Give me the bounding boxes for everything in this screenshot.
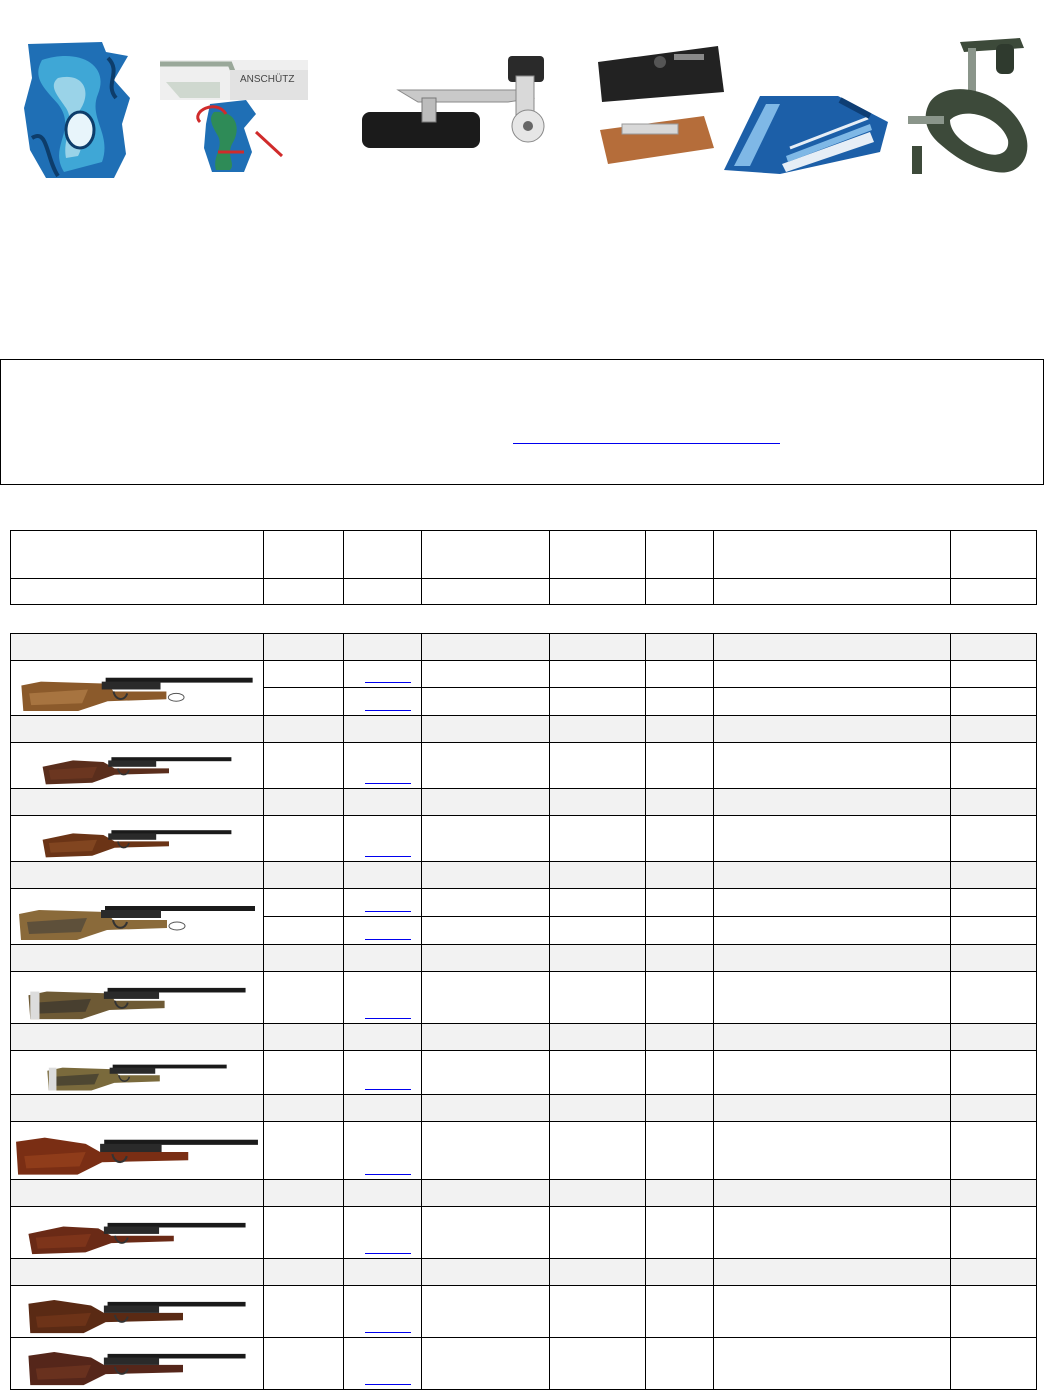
heading-cell (550, 1180, 646, 1207)
rifle-image-cell (11, 889, 264, 945)
model-heading (11, 716, 264, 743)
product-row (11, 972, 1037, 1024)
heading-cell (646, 716, 714, 743)
product-link[interactable] (365, 1077, 411, 1090)
heading-cell (951, 1095, 1037, 1122)
heading-cell (422, 1095, 550, 1122)
product-cell (714, 1122, 951, 1180)
catalog-table (10, 633, 1037, 1390)
header-cell (11, 531, 264, 579)
heading-cell (714, 1095, 951, 1122)
product-row (11, 1207, 1037, 1259)
heading-cell (422, 945, 550, 972)
product-cell (422, 743, 550, 789)
model-heading (11, 789, 264, 816)
product-cell (422, 1207, 550, 1259)
rifle-image-cell (11, 816, 264, 862)
product-cell (264, 661, 344, 688)
product-link-cell (344, 743, 422, 789)
header-cell (422, 531, 550, 579)
product-cell (422, 688, 550, 716)
product-cell (714, 1338, 951, 1390)
product-cell (714, 1051, 951, 1095)
product-link[interactable] (365, 1320, 411, 1333)
product-cell (550, 1207, 646, 1259)
heading-cell (951, 716, 1037, 743)
heading-cell (264, 1095, 344, 1122)
heading-cell (646, 1259, 714, 1286)
product-link-cell (344, 688, 422, 716)
heading-cell (550, 634, 646, 661)
product-cell (646, 1338, 714, 1390)
heading-cell (550, 1095, 646, 1122)
notice-link[interactable] (513, 432, 780, 444)
rifle-image-cell (11, 972, 264, 1024)
heading-cell (646, 1024, 714, 1051)
product-link-cell (344, 972, 422, 1024)
model-heading-row (11, 634, 1037, 661)
heading-cell (550, 1024, 646, 1051)
heading-cell (646, 862, 714, 889)
product-row (11, 816, 1037, 862)
product-cell (714, 972, 951, 1024)
heading-cell (951, 789, 1037, 816)
product-link[interactable] (365, 1006, 411, 1019)
summary-row (11, 579, 1037, 605)
heading-cell (714, 634, 951, 661)
summary-cell (951, 579, 1037, 605)
rifle-image-cell (11, 1207, 264, 1259)
product-cell (951, 743, 1037, 789)
heading-cell (344, 1180, 422, 1207)
heading-cell (951, 1024, 1037, 1051)
header-table (10, 530, 1037, 605)
heading-cell (344, 789, 422, 816)
product-cell (264, 1122, 344, 1180)
heading-cell (646, 1180, 714, 1207)
product-cell (422, 1286, 550, 1338)
model-heading (11, 1259, 264, 1286)
product-row (11, 1122, 1037, 1180)
product-cell (951, 1338, 1037, 1390)
heading-cell (344, 862, 422, 889)
product-cell (714, 1286, 951, 1338)
product-row (11, 661, 1037, 688)
rifle-image (14, 819, 260, 859)
rifle-image (14, 892, 260, 942)
product-cell (714, 661, 951, 688)
heading-cell (422, 1024, 550, 1051)
heading-cell (264, 634, 344, 661)
palm-rest-image (720, 92, 892, 176)
header-cell (550, 531, 646, 579)
model-heading-row (11, 945, 1037, 972)
product-cell (550, 1122, 646, 1180)
heading-cell (550, 789, 646, 816)
header-cell (714, 531, 951, 579)
product-cell (550, 972, 646, 1024)
product-cell (264, 688, 344, 716)
grip-adjustment-image (160, 52, 308, 176)
product-cell (422, 1051, 550, 1095)
product-link-cell (344, 1122, 422, 1180)
product-cell (714, 743, 951, 789)
heading-cell (550, 1259, 646, 1286)
heading-cell (422, 862, 550, 889)
heading-cell (646, 789, 714, 816)
heading-cell (646, 945, 714, 972)
heading-cell (422, 634, 550, 661)
rifle-image (14, 1054, 260, 1092)
rifle-image (14, 1210, 260, 1256)
product-cell (550, 688, 646, 716)
summary-cell (550, 579, 646, 605)
product-cell (550, 1338, 646, 1390)
header-cell (951, 531, 1037, 579)
heading-cell (264, 1024, 344, 1051)
product-cell (264, 1207, 344, 1259)
product-cell (646, 1122, 714, 1180)
product-link-cell (344, 661, 422, 688)
product-cell (951, 688, 1037, 716)
product-cell (714, 816, 951, 862)
product-row (11, 889, 1037, 917)
heading-cell (550, 945, 646, 972)
product-link[interactable] (365, 771, 411, 784)
product-cell (422, 816, 550, 862)
product-cell (264, 889, 344, 917)
product-link[interactable] (365, 1162, 411, 1175)
product-link-cell (344, 917, 422, 945)
product-link-cell (344, 889, 422, 917)
product-cell (264, 1338, 344, 1390)
model-heading (11, 1024, 264, 1051)
hook-butt-plate-image (900, 36, 1036, 178)
product-link-cell (344, 816, 422, 862)
header-cell (264, 531, 344, 579)
product-cell (951, 917, 1037, 945)
rifle-image-cell (11, 1051, 264, 1095)
rifle-image-cell (11, 661, 264, 716)
heading-cell (422, 1180, 550, 1207)
product-cell (951, 1051, 1037, 1095)
header-row (11, 531, 1037, 579)
heading-cell (422, 789, 550, 816)
product-row (11, 1286, 1037, 1338)
product-cell (264, 743, 344, 789)
product-cell (422, 661, 550, 688)
heading-cell (264, 789, 344, 816)
product-cell (646, 816, 714, 862)
heading-cell (951, 945, 1037, 972)
heading-cell (422, 1259, 550, 1286)
heading-cell (550, 716, 646, 743)
product-cell (951, 816, 1037, 862)
heading-cell (344, 634, 422, 661)
product-cell (422, 917, 550, 945)
rifle-image (14, 1341, 260, 1387)
rifle-image (14, 1125, 260, 1177)
heading-cell (951, 634, 1037, 661)
product-row (11, 1051, 1037, 1095)
product-cell (422, 1122, 550, 1180)
product-cell (646, 688, 714, 716)
heading-cell (646, 634, 714, 661)
model-heading-row (11, 1095, 1037, 1122)
heading-cell (714, 945, 951, 972)
product-link[interactable] (365, 899, 411, 912)
heading-cell (344, 1024, 422, 1051)
product-cell (422, 1338, 550, 1390)
product-link-cell (344, 1207, 422, 1259)
product-cell (714, 688, 951, 716)
brand-mark-text: ANSCHÜTZ (240, 74, 295, 85)
product-cell (646, 661, 714, 688)
heading-cell (951, 1180, 1037, 1207)
product-link-cell (344, 1051, 422, 1095)
summary-cell (714, 579, 951, 605)
rifle-image-cell (11, 743, 264, 789)
product-cell (646, 1286, 714, 1338)
heading-cell (264, 945, 344, 972)
product-cell (646, 917, 714, 945)
product-link[interactable] (365, 1241, 411, 1254)
product-cell (951, 1207, 1037, 1259)
model-heading-row (11, 862, 1037, 889)
summary-cell (646, 579, 714, 605)
heading-cell (344, 1095, 422, 1122)
heading-cell (714, 1024, 951, 1051)
model-heading-row (11, 1180, 1037, 1207)
heading-cell (344, 945, 422, 972)
product-cell (714, 917, 951, 945)
model-heading (11, 945, 264, 972)
product-cell (714, 889, 951, 917)
summary-cell (264, 579, 344, 605)
product-cell (550, 816, 646, 862)
product-cell (714, 1207, 951, 1259)
product-cell (422, 889, 550, 917)
summary-cell (344, 579, 422, 605)
rifle-image (14, 664, 260, 713)
heading-cell (646, 1095, 714, 1122)
product-link[interactable] (365, 1372, 411, 1385)
product-cell (646, 743, 714, 789)
heading-cell (344, 1259, 422, 1286)
model-heading (11, 634, 264, 661)
product-cell (264, 972, 344, 1024)
product-cell (646, 972, 714, 1024)
product-link[interactable] (365, 698, 411, 711)
model-heading-row (11, 1259, 1037, 1286)
heading-cell (344, 716, 422, 743)
model-heading-row (11, 1024, 1037, 1051)
product-link-cell (344, 1338, 422, 1390)
heading-cell (714, 716, 951, 743)
rifle-image (14, 975, 260, 1021)
hand-stop-image (358, 52, 570, 152)
notice-box (0, 359, 1044, 485)
heading-cell (422, 716, 550, 743)
model-heading (11, 1095, 264, 1122)
product-cell (646, 889, 714, 917)
product-cell (550, 917, 646, 945)
product-cell (550, 743, 646, 789)
header-cell (646, 531, 714, 579)
rifle-image-cell (11, 1338, 264, 1390)
product-cell (550, 661, 646, 688)
product-cell (951, 1122, 1037, 1180)
model-heading-row (11, 789, 1037, 816)
model-heading (11, 1180, 264, 1207)
model-heading-row (11, 716, 1037, 743)
rifle-image (14, 746, 260, 786)
heading-cell (264, 1180, 344, 1207)
product-cell (951, 972, 1037, 1024)
product-cell (951, 889, 1037, 917)
product-cell (264, 917, 344, 945)
header-cell (344, 531, 422, 579)
product-link-cell (344, 1286, 422, 1338)
product-cell (264, 1051, 344, 1095)
heading-cell (951, 1259, 1037, 1286)
product-link[interactable] (365, 927, 411, 940)
summary-cell (11, 579, 264, 605)
product-cell (264, 1286, 344, 1338)
summary-cell (422, 579, 550, 605)
rifle-image (14, 1289, 260, 1335)
product-row (11, 1338, 1037, 1390)
butt-plates-image (594, 38, 728, 170)
heading-cell (714, 789, 951, 816)
product-cell (646, 1207, 714, 1259)
heading-cell (264, 862, 344, 889)
heading-cell (264, 716, 344, 743)
product-cell (264, 816, 344, 862)
heading-cell (714, 1180, 951, 1207)
product-cell (951, 1286, 1037, 1338)
product-cell (550, 889, 646, 917)
heading-cell (951, 862, 1037, 889)
rifle-image-cell (11, 1286, 264, 1338)
product-cell (646, 1051, 714, 1095)
heading-cell (714, 1259, 951, 1286)
heading-cell (550, 862, 646, 889)
heading-cell (264, 1259, 344, 1286)
product-link[interactable] (365, 670, 411, 683)
product-cell (550, 1286, 646, 1338)
product-link[interactable] (365, 844, 411, 857)
product-cell (550, 1051, 646, 1095)
grip-image (18, 38, 136, 182)
product-row (11, 743, 1037, 789)
rifle-image-cell (11, 1122, 264, 1180)
product-cell (951, 661, 1037, 688)
product-cell (422, 972, 550, 1024)
heading-cell (714, 862, 951, 889)
model-heading (11, 862, 264, 889)
